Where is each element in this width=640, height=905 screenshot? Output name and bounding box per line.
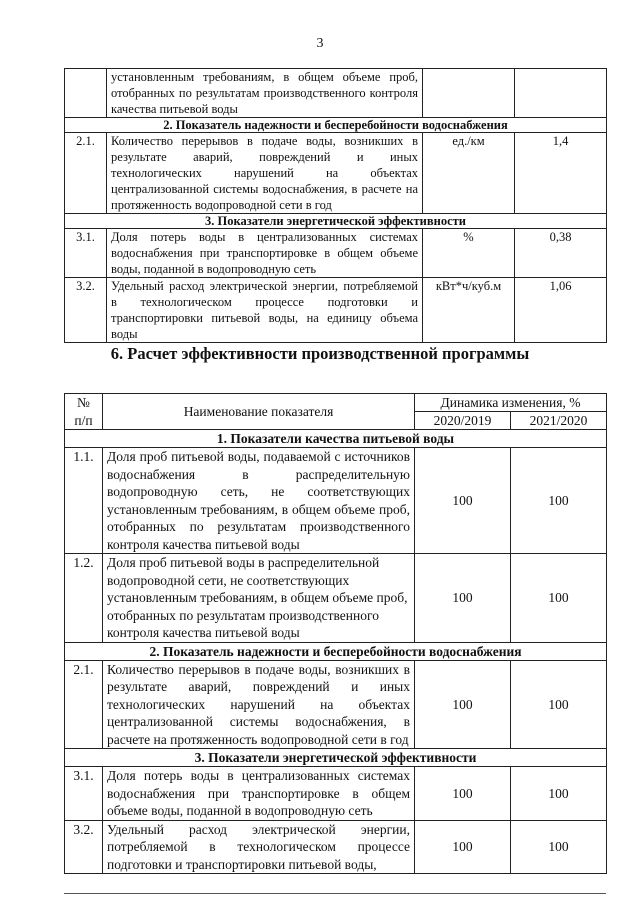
section-title: 2. Показатель надежности и бесперебойности водоснабжения bbox=[65, 118, 607, 133]
section-title: 3. Показатели энергетической эффективности bbox=[65, 749, 607, 767]
indicator-name: Доля потерь воды в централизованных системах водоснабжения при транспортировке в общем объеме воды, поданной в водопроводную сеть bbox=[107, 229, 423, 278]
section-heading: 6. Расчет эффективности производственной программы bbox=[110, 344, 530, 363]
table-row bbox=[65, 133, 607, 214]
section-row bbox=[65, 118, 607, 133]
section-row bbox=[65, 430, 607, 448]
table-row bbox=[65, 767, 607, 821]
header-num: № п/п bbox=[65, 394, 103, 430]
unit-cell: ед./км bbox=[423, 133, 515, 214]
value-cell: 100 bbox=[511, 767, 607, 821]
value-cell: 100 bbox=[511, 448, 607, 554]
indicator-name: Количество перерывов в подаче воды, возникших в результате аварий, повреждений и иных технологических нарушений на объектах централизованной системы водоснабжения, в расчете на протяженность водопроводной сети в год bbox=[103, 660, 415, 749]
unit-cell: % bbox=[423, 229, 515, 278]
value-cell: 1,06 bbox=[515, 278, 607, 343]
section-title: 1. Показатели качества питьевой воды bbox=[65, 430, 607, 448]
row-number: 2.1. bbox=[65, 133, 107, 214]
row-number: 1.2. bbox=[65, 554, 103, 643]
header-dynamics: Динамика изменения, % bbox=[415, 394, 607, 412]
row-number bbox=[65, 69, 107, 118]
indicator-name: установленным требованиям, в общем объеме проб, отобранных по результатам производственного контроля качества питьевой воды bbox=[107, 69, 423, 118]
row-number: 2.1. bbox=[65, 660, 103, 749]
header-name: Наименование показателя bbox=[103, 394, 415, 430]
section-row bbox=[65, 642, 607, 660]
table-row bbox=[65, 660, 607, 749]
value-cell: 100 bbox=[415, 448, 511, 554]
section-row bbox=[65, 214, 607, 229]
value-cell bbox=[515, 69, 607, 118]
header-period-1: 2020/2019 bbox=[415, 412, 511, 430]
header-period-2: 2021/2020 bbox=[511, 412, 607, 430]
value-cell: 100 bbox=[511, 554, 607, 643]
efficiency-table bbox=[64, 393, 607, 874]
value-cell: 100 bbox=[415, 660, 511, 749]
indicator-name: Удельный расход электрической энергии, потребляемой в технологическом процессе подготовки и транспортировки питьевой воды, bbox=[103, 820, 415, 874]
table-row bbox=[65, 229, 607, 278]
page-bottom-rule bbox=[64, 893, 606, 894]
indicators-table bbox=[64, 68, 607, 343]
value-cell: 0,38 bbox=[515, 229, 607, 278]
row-number: 3.2. bbox=[65, 278, 107, 343]
value-cell: 100 bbox=[415, 554, 511, 643]
row-number: 1.1. bbox=[65, 448, 103, 554]
section-title: 3. Показатели энергетической эффективности bbox=[65, 214, 607, 229]
row-number: 3.2. bbox=[65, 820, 103, 874]
table-row bbox=[65, 448, 607, 554]
row-number: 3.1. bbox=[65, 229, 107, 278]
unit-cell: кВт*ч/куб.м bbox=[423, 278, 515, 343]
indicator-name: Доля потерь воды в централизованных системах водоснабжения при транспортировке в общем объеме воды, поданной в водопроводную сеть bbox=[103, 767, 415, 821]
unit-cell bbox=[423, 69, 515, 118]
value-cell: 100 bbox=[415, 820, 511, 874]
indicator-name: Количество перерывов в подаче воды, возникших в результате аварий, повреждений и иных технологических нарушений на объектах централизованной системы водоснабжения, в расчете на протяженность водопроводной сети в год bbox=[107, 133, 423, 214]
indicator-name: Доля проб питьевой воды, подаваемой с источников водоснабжения в распределительную водопроводную сеть, не соответствующих установленным требованиям, в общем объеме проб, отобранных по результатам производственного контроля качества питьевой воды bbox=[103, 448, 415, 554]
page-number: 3 bbox=[316, 36, 324, 51]
table-row bbox=[65, 278, 607, 343]
section-title: 2. Показатель надежности и бесперебойности водоснабжения bbox=[65, 642, 607, 660]
value-cell: 100 bbox=[415, 767, 511, 821]
indicator-name: Удельный расход электрической энергии, потребляемой в технологическом процессе подготовки и транспортировки питьевой воды, на единицу объема воды bbox=[107, 278, 423, 343]
value-cell: 100 bbox=[511, 660, 607, 749]
table-row bbox=[65, 554, 607, 643]
table-row bbox=[65, 69, 607, 118]
row-number: 3.1. bbox=[65, 767, 103, 821]
table-row bbox=[65, 820, 607, 874]
value-cell: 1,4 bbox=[515, 133, 607, 214]
value-cell: 100 bbox=[511, 820, 607, 874]
section-row bbox=[65, 749, 607, 767]
indicator-name: Доля проб питьевой воды в распределительной водопроводной сети, не соответствующих установленным требованиям, в общем объеме проб, отобранных по результатам производственного контроля качества питьевой воды bbox=[103, 554, 415, 643]
header-row bbox=[65, 394, 607, 412]
